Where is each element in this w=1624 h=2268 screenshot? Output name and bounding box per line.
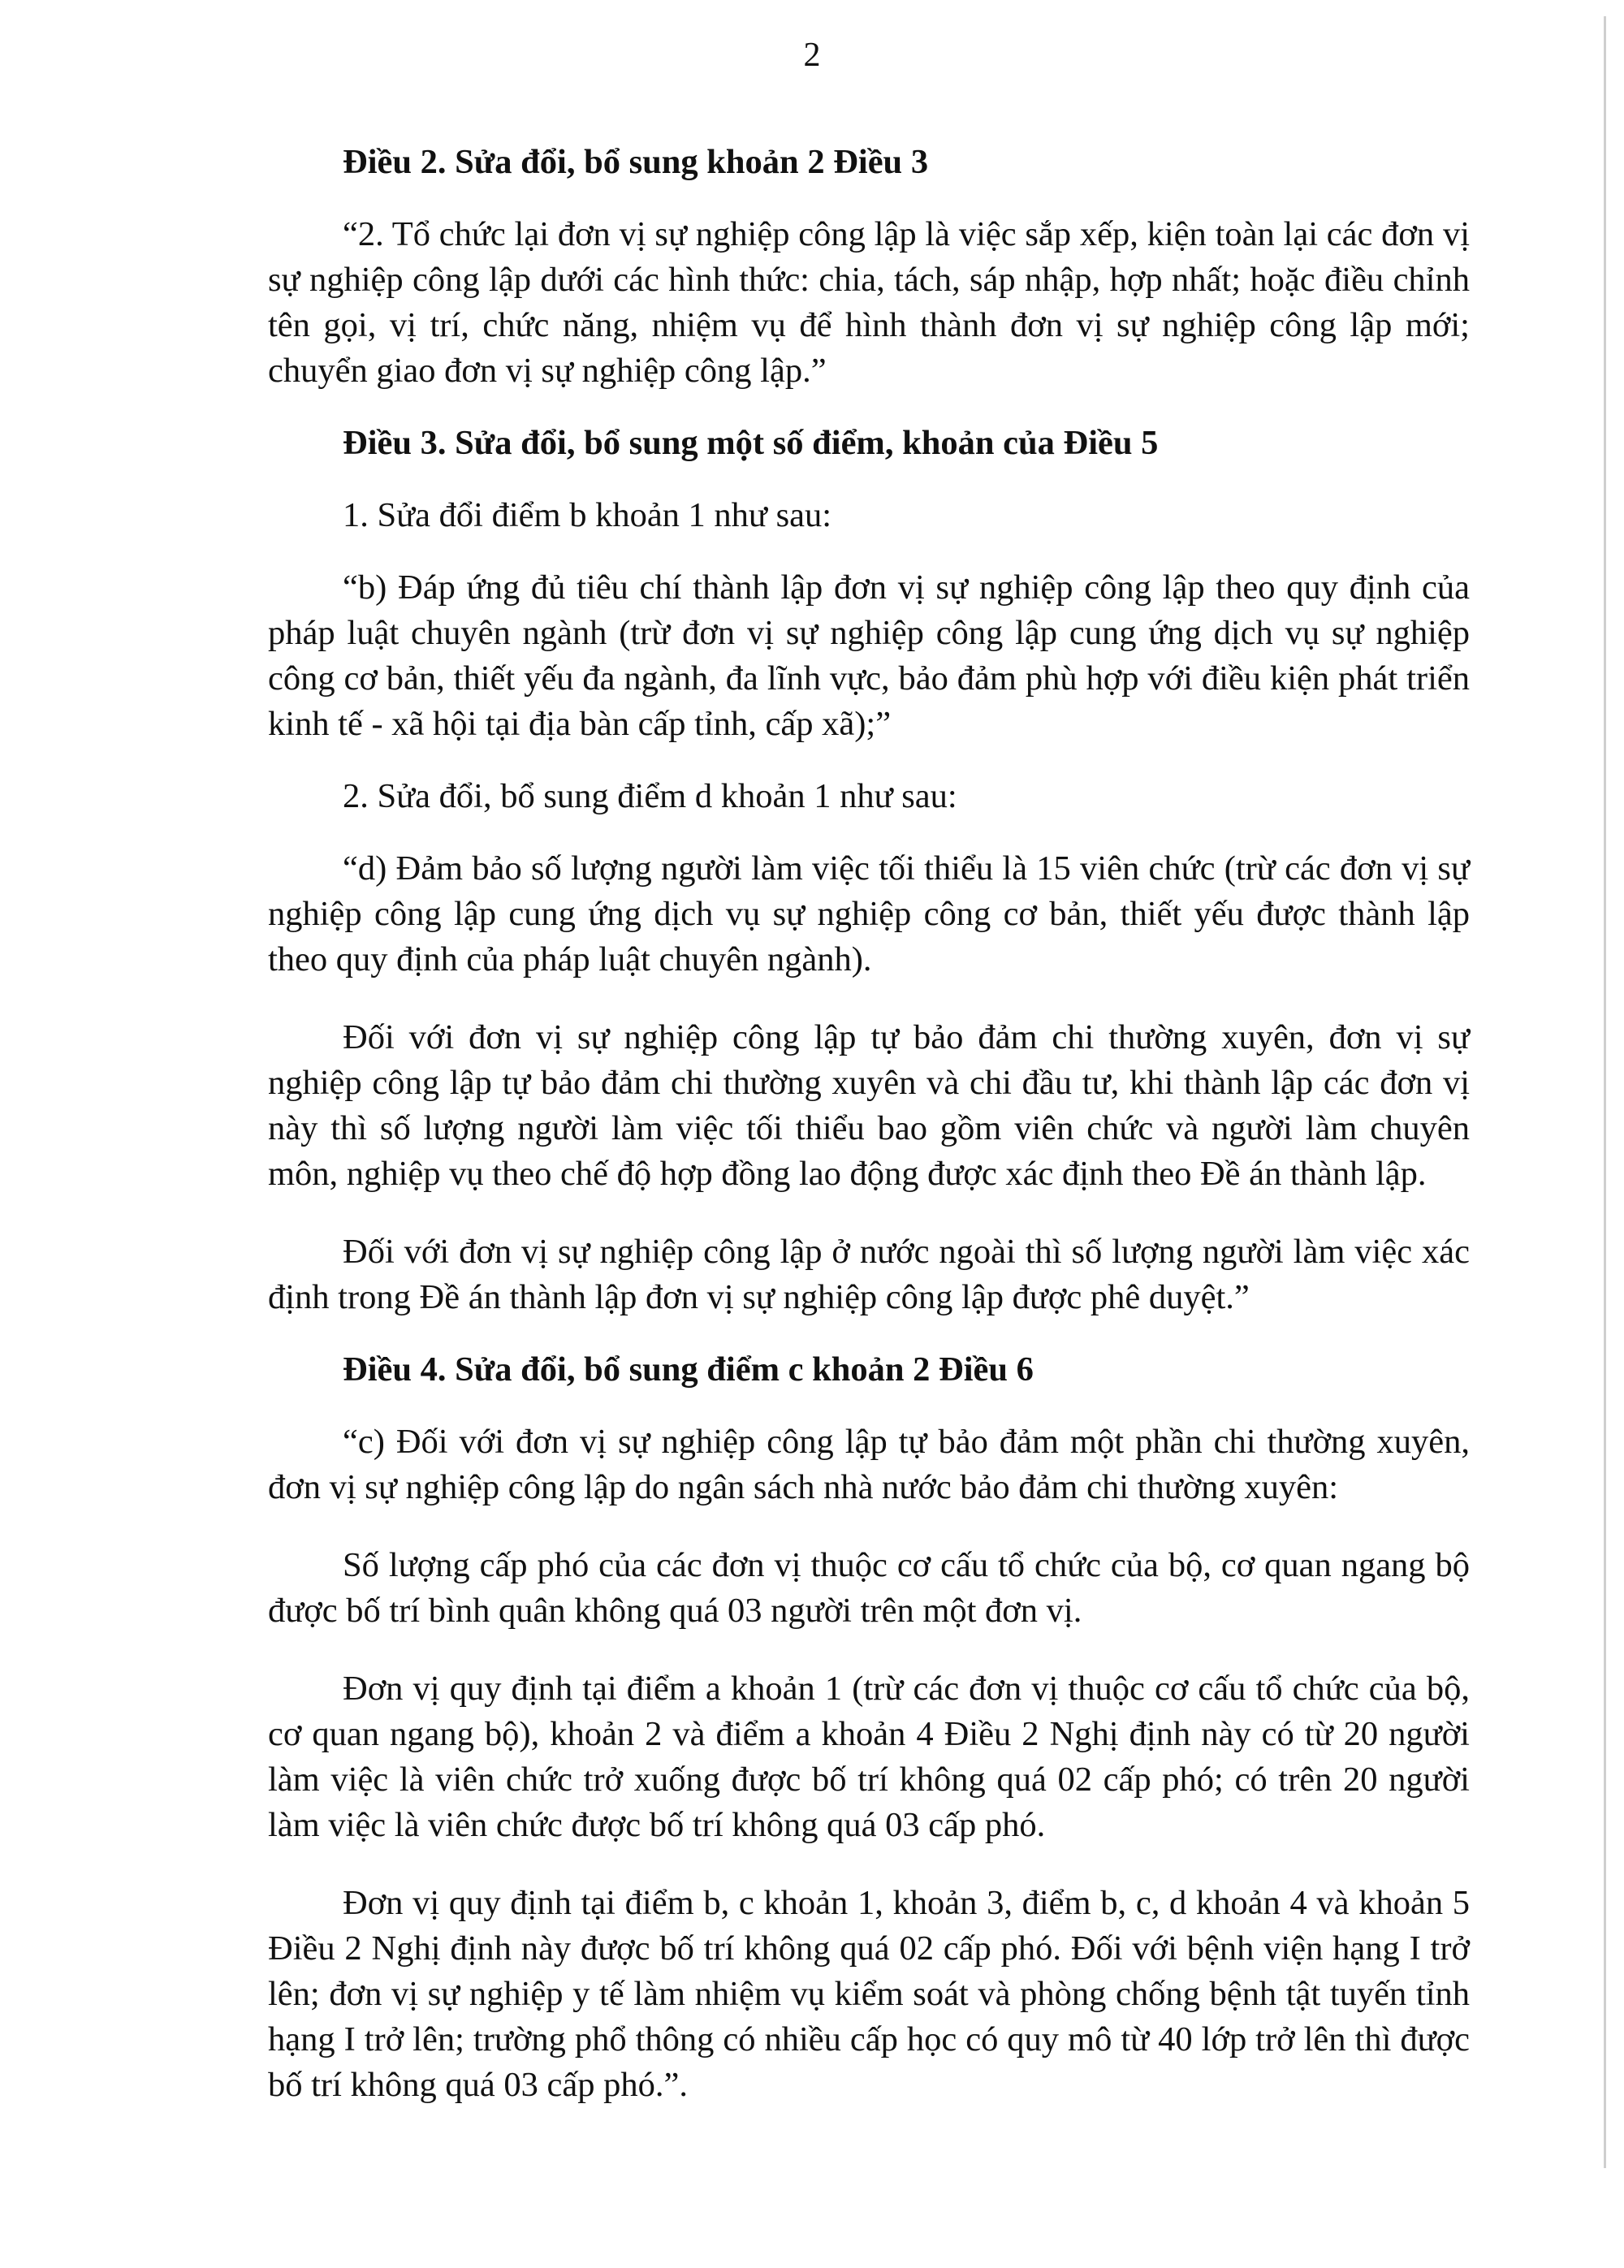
article-2-paragraph: “2. Tổ chức lại đơn vị sự nghiệp công lập là việc sắp xếp, kiện toàn lại các đơn vị sự nghiệp công lập dưới các hình thức: chia, tách, sáp nhập, hợp nhất; hoặc điều chỉnh tên gọi, vị trí, chức năng, nhiệm vụ để hình thành đơn vị sự nghiệp công lập mới; chuyển giao đơn vị sự nghiệp công lập.” [268, 215, 1470, 390]
article-4-heading: Điều 4. Sửa đổi, bổ sung điểm c khoản 2 Điều 6 [343, 1350, 1034, 1389]
document-body [268, 140, 1470, 2108]
article-3-item-1-title: 1. Sửa đổi điểm b khoản 1 như sau: [343, 496, 832, 534]
article-3-heading: Điều 3. Sửa đổi, bổ sung một số điểm, khoản của Điều 5 [343, 424, 1159, 462]
article-3-item-1-text: “b) Đáp ứng đủ tiêu chí thành lập đơn vị sự nghiệp công lập theo quy định của pháp luật chuyên ngành (trừ đơn vị sự nghiệp công lập cung ứng dịch vụ sự nghiệp công cơ bản, thiết yếu đa ngành, đa lĩnh vực, bảo đảm phù hợp với điều kiện phát triển kinh tế - xã hội tại địa bàn cấp tỉnh, cấp xã);” [268, 568, 1470, 743]
page-number: 2 [803, 37, 821, 74]
article-3-item-2-paragraph-2: Đối với đơn vị sự nghiệp công lập tự bảo đảm chi thường xuyên, đơn vị sự nghiệp công lập tự bảo đảm chi thường xuyên và chi đầu tư, khi thành lập các đơn vị này thì số lượng người làm việc tối thiểu bao gồm viên chức và người làm chuyên môn, nghiệp vụ theo chế độ hợp đồng lao động được xác định theo Đề án thành lập. [268, 1018, 1470, 1193]
scan-edge-line [1604, 16, 1606, 2168]
article-4-paragraph-3: Đơn vị quy định tại điểm a khoản 1 (trừ các đơn vị thuộc cơ cấu tổ chức của bộ, cơ quan ngang bộ), khoản 2 và điểm a khoản 4 Điều 2 Nghị định này có từ 20 người làm việc là viên chức trở xuống được bố trí không quá 02 cấp phó; có trên 20 người làm việc là viên chức được bố trí không quá 03 cấp phó. [268, 1670, 1470, 1844]
article-2-heading: Điều 2. Sửa đổi, bổ sung khoản 2 Điều 3 [343, 143, 929, 181]
article-4-paragraph-1: “c) Đối với đơn vị sự nghiệp công lập tự bảo đảm một phần chi thường xuyên, đơn vị sự nghiệp công lập do ngân sách nhà nước bảo đảm chi thường xuyên: [268, 1423, 1470, 1506]
article-3-item-2-paragraph-3: Đối với đơn vị sự nghiệp công lập ở nước ngoài thì số lượng người làm việc xác định trong Đề án thành lập đơn vị sự nghiệp công lập được phê duyệt.” [268, 1233, 1470, 1316]
article-3-item-2-text: “d) Đảm bảo số lượng người làm việc tối thiểu là 15 viên chức (trừ các đơn vị sự nghiệp công lập cung ứng dịch vụ sự nghiệp công cơ bản, thiết yếu được thành lập theo quy định của pháp luật chuyên ngành). [268, 849, 1470, 978]
article-4-paragraph-4: Đơn vị quy định tại điểm b, c khoản 1, khoản 3, điểm b, c, d khoản 4 và khoản 5 Điều 2 Nghị định này được bố trí không quá 02 cấp phó. Đối với bệnh viện hạng I trở lên; đơn vị sự nghiệp y tế làm nhiệm vụ kiểm soát và phòng chống bệnh tật tuyến tỉnh hạng I trở lên; trường phổ thông có nhiều cấp học có quy mô từ 40 lớp trở lên thì được bố trí không quá 03 cấp phó.”. [268, 1884, 1470, 2104]
article-4-paragraph-2: Số lượng cấp phó của các đơn vị thuộc cơ cấu tổ chức của bộ, cơ quan ngang bộ được bố trí bình quân không quá 03 người trên một đơn vị. [268, 1546, 1470, 1630]
article-3-item-2-title: 2. Sửa đổi, bổ sung điểm d khoản 1 như sau: [343, 777, 957, 815]
